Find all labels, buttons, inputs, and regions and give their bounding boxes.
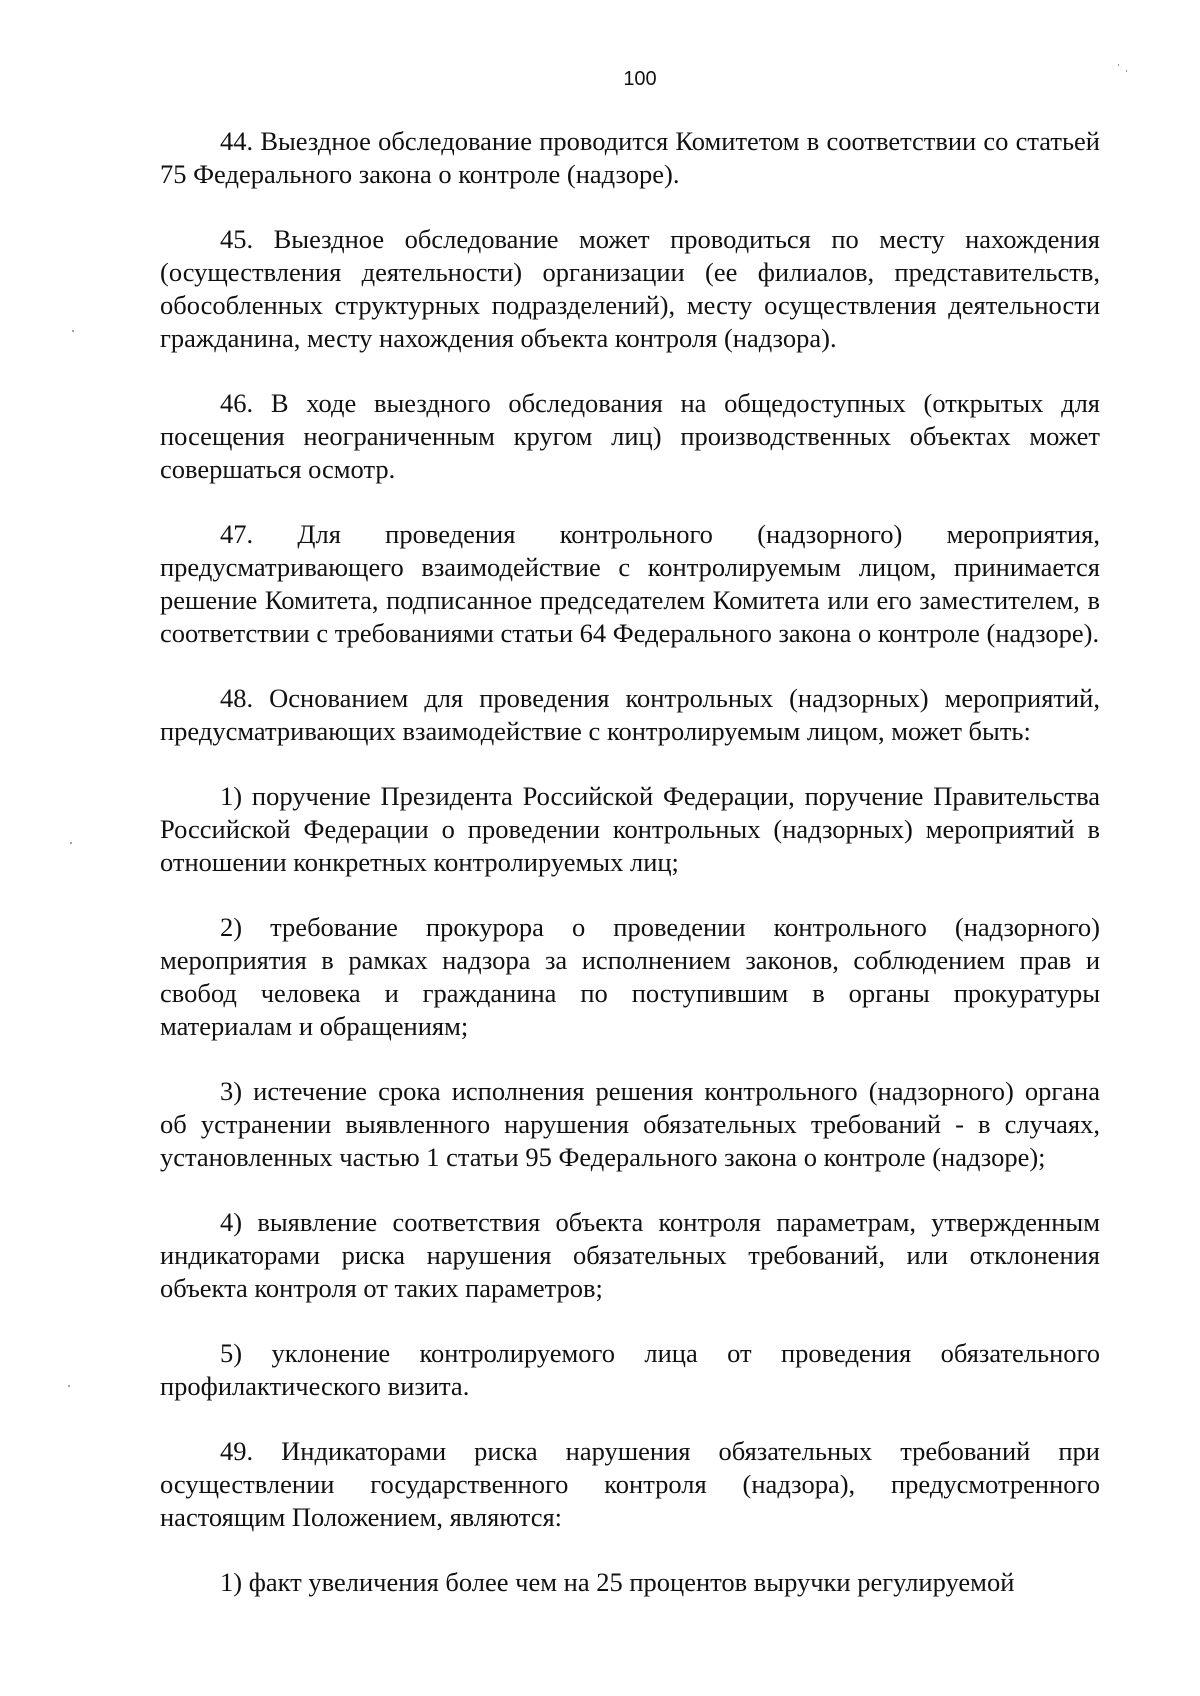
paragraph-44: 44. Выездное обследование проводится Комитетом в соответствии со статьей 75 Федерального закона о контроле (надзоре). [160,126,1100,189]
scan-speck [70,842,72,844]
scan-speck [72,330,74,332]
document-body [160,125,1100,1599]
paragraph-47: 47. Для проведения контрольного (надзорного) мероприятия, предусматривающего взаимодействие с контролируемым лицом, принимается решение Комитета, подписанное председателем Комитета или его заместителем, в соответствии с требованиями статьи 64 Федерального закона о контроле (надзоре). [160,519,1100,648]
paragraph-49: 49. Индикаторами риска нарушения обязательных требований при осуществлении государственного контроля (надзора), предусмотренного настоящим Положением, являются: [160,1436,1100,1532]
scan-speck [1126,70,1127,72]
paragraph-45: 45. Выездное обследование может проводиться по месту нахождения (осуществления деятельности) организации (ее филиалов, представительств, обособленных структурных подразделений), месту осуществления деятельности гражданина, месту нахождения объекта контроля (надзора). [160,224,1100,353]
list-item-48-1: 1) поручение Президента Российской Федерации, поручение Правительства Российской Федерации о проведении контрольных (надзорных) мероприятий в отношении конкретных контролируемых лиц; [160,781,1100,877]
list-item-48-5: 5) уклонение контролируемого лица от проведения обязательного профилактического визита. [160,1338,1100,1401]
list-item-48-3: 3) истечение срока исполнения решения контрольного (надзорного) органа об устранении выявленного нарушения обязательных требований - в случаях, установленных частью 1 статьи 95 Федерального закона о контроле (надзоре); [160,1076,1100,1172]
paragraph-48: 48. Основанием для проведения контрольных (надзорных) мероприятий, предусматривающих взаимодействие с контролируемым лицом, может быть: [160,683,1100,746]
page-number: 100 [623,68,657,90]
scan-speck [1118,64,1119,66]
list-item-48-4: 4) выявление соответствия объекта контроля параметрам, утвержденным индикаторами риска нарушения обязательных требований, или отклонения объекта контроля от таких параметров; [160,1207,1100,1303]
scan-speck [68,1385,70,1387]
list-item-49-1: 1) факт увеличения более чем на 25 процентов выручки регулируемой [220,1567,1015,1597]
paragraph-46: 46. В ходе выездного обследования на общедоступных (открытых для посещения неограниченным кругом лиц) производственных объектах может совершаться осмотр. [160,388,1100,484]
list-item-48-2: 2) требование прокурора о проведении контрольного (надзорного) мероприятия в рамках надзора за исполнением законов, соблюдением прав и свобод человека и гражданина по поступившим в органы прокуратуры материалам и обращениям; [160,912,1100,1041]
